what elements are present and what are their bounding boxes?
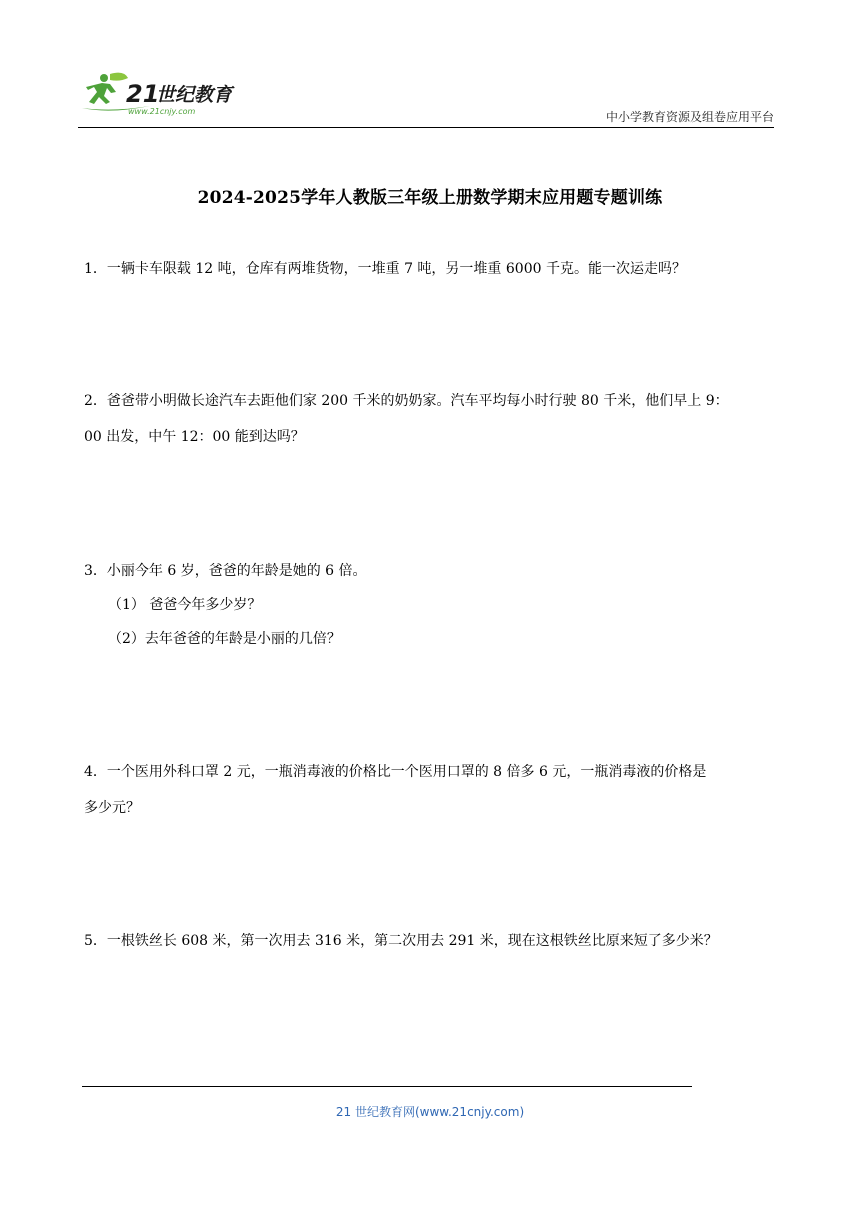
question-4 <box>84 754 784 826</box>
footer-divider <box>82 1086 692 1087</box>
platform-text: 中小学教育资源及组卷应用平台 <box>605 110 774 124</box>
question-3 <box>84 553 784 589</box>
question-2-line-1: 2．爸爸带小明做长途汽车去距他们家 200 千米的奶奶家。汽车平均每小时行驶 80 千米，他们早上 9： <box>84 393 729 409</box>
question-1-text: 1．一辆卡车限载 12 吨，仓库有两堆货物，一堆重 7 吨，另一堆重 6000 千克。能一次运走吗？ <box>84 261 686 277</box>
brand-logo <box>80 68 250 118</box>
svg-text:世纪教育: 世纪教育 <box>156 84 233 106</box>
question-3-sub-2: （2）去年爸爸的年龄是小丽的几倍？ <box>108 631 341 647</box>
question-4-line-1: 4．一个医用外科口罩 2 元，一瓶消毒液的价格比一个医用口罩的 8 倍多 6 元，一瓶消毒液的价格是 <box>84 764 707 780</box>
header-divider <box>78 127 774 128</box>
svg-text:www.21cnjy.com: www.21cnjy.com <box>128 107 196 116</box>
question-5 <box>84 923 784 959</box>
question-3-sub-1: （1） 爸爸今年多少岁？ <box>108 597 262 613</box>
question-5-text: 5．一根铁丝长 608 米，第一次用去 316 米，第二次用去 291 米，现在这根铁丝比原来短了多少米？ <box>84 933 718 949</box>
page-title: 2024-2025学年人教版三年级上册数学期末应用题专题训练 <box>197 188 663 208</box>
question-4-line-2: 多少元？ <box>84 800 140 816</box>
question-3-text: 3．小丽今年 6 岁，爸爸的年龄是她的 6 倍。 <box>84 563 367 579</box>
runner-logo-icon <box>80 68 250 118</box>
question-2 <box>84 383 784 455</box>
svg-text:21: 21 <box>126 80 160 108</box>
footer-link[interactable]: 21 世纪教育网(www.21cnjy.com) <box>335 1105 525 1119</box>
question-2-line-2: 00 出发，中午 12：00 能到达吗？ <box>84 429 305 445</box>
question-1 <box>84 251 784 287</box>
